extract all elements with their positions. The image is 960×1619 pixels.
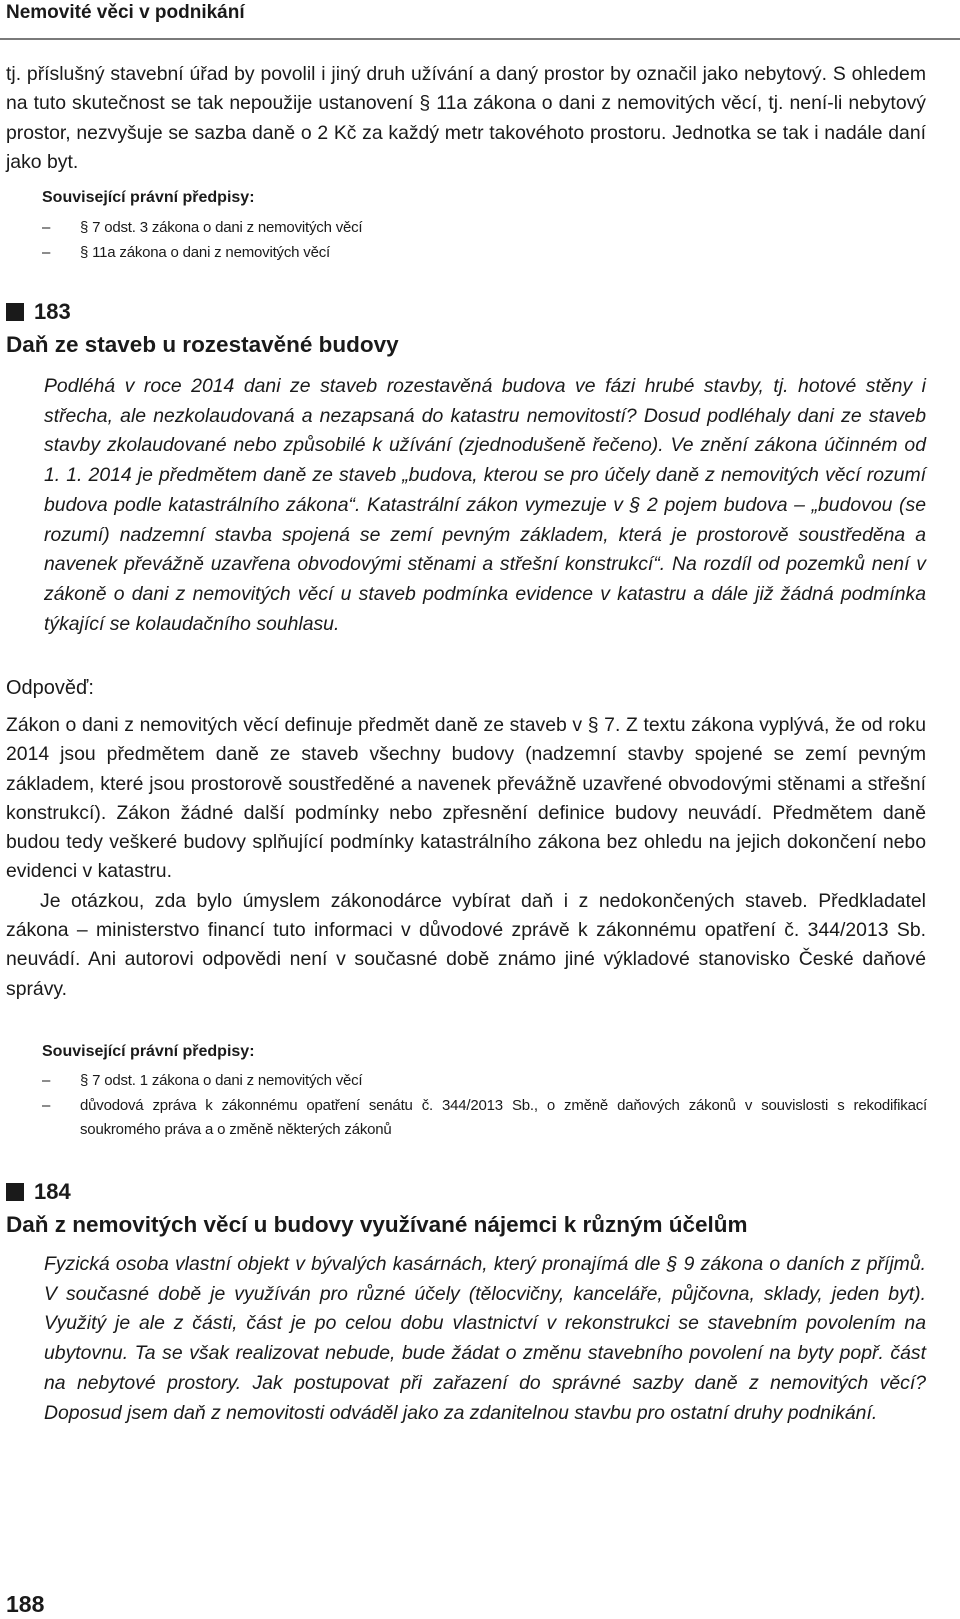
answer-label: Odpověď: (6, 677, 94, 699)
related-laws-list (42, 216, 927, 265)
related-law-item: – § 7 odst. 1 zákona o dani z nemovitých věcí (42, 1069, 927, 1094)
related-laws-title: Související právní předpisy: (42, 1043, 255, 1060)
question-184-text: Fyzická osoba vlastní objekt v bývalých kasárnách, který pronajímá dle § 9 zákona o daních z příjmů. V současné době je využíván pro různé účely (tělocvičny, kanceláře, půjčovna, sklady, jeden byt). Využitý je ale z části, část je po celou dobu vlastnictví v rekonstrukci se stavebním povolením na ubytovnu. Ta se však realizovat nebude, bude žádat o změnu stavebního povolení na byty popř. část na nebytové prostory. Jak postupovat při zařazení do správné sazby daně z nemovitých věcí? Doposud jsem daň z nemovitosti odváděl jako za zdanitelnou stavbu pro ostatní druhy podnikání. (44, 1253, 926, 1424)
question-title: Daň z nemovitých věcí u budovy využívané nájemci k různým účelům (6, 1212, 748, 1237)
related-law-item: – důvodová zpráva k zákonnému opatření senátu č. 344/2013 Sb., o změně daňových zákonů v souvislosti s rekodifikací soukromého práva a o změně některých zákonů (42, 1094, 927, 1143)
answer-183-block (6, 711, 926, 1004)
related-law-item: – § 11a zákona o dani z nemovitých věcí (42, 241, 927, 266)
dash-icon: – (42, 1072, 51, 1089)
answer-paragraph: Je otázkou, zda bylo úmyslem zákonodárce vybírat daň i z nedokončených staveb. Předkladatel zákona – ministerstvo financí tuto informaci v důvodové zprávě k zákonnému opatření č. 344/2013 Sb. neuvádí. Ani autorovi odpovědi není v současné době známo jiné výkladové stanovisko České daňové správy. (6, 889, 926, 1000)
intro-paragraph: tj. příslušný stavební úřad by povolil i jiný druh užívání a daný prostor by označil jako nebytový. S ohledem na tuto skutečnost se tak nepoužije ustanovení § 11a zákona o dani z nemovitých věcí, tj. není-li nebytový prostor, nezvyšuje se sazba daně o 2 Kč za každý metr takovéhoto prostoru. Jednotka se tak i nadále daní jako byt. (6, 63, 926, 173)
dash-icon: – (42, 1096, 51, 1114)
question-number: 184 (6, 1177, 936, 1207)
dash-icon: – (42, 219, 51, 236)
bullet-square-icon (6, 303, 24, 321)
running-header: Nemovité věci v podnikání (6, 2, 245, 23)
question-184-heading (6, 1177, 936, 1240)
question-183-heading (6, 297, 936, 360)
question-title: Daň ze staveb u rozestavěné budovy (6, 332, 399, 357)
dash-icon: – (42, 243, 51, 261)
header-rule (0, 38, 960, 40)
related-laws-title: Související právní předpisy: (42, 189, 255, 206)
question-number: 183 (6, 297, 936, 327)
intro-paragraph-block (6, 60, 926, 177)
answer-paragraph: Zákon o dani z nemovitých věcí definuje předmět daně ze staveb v § 7. Z textu zákona vyplývá, že od roku 2014 jsou předmětem daně ze staveb všechny budovy (nadzemní stavby spojené se zemí pevným základem, které jsou prostorově soustředěné a navenek převážně uzavřené obvodovými stěnami a střešní konstrukcí). Zákon žádné další podmínky nebo zpřesnění definice budovy neuvádí. Předmětem daně budou tedy veškeré budovy splňující podmínky katastrálního zákona bez ohledu na jejich dokončení nebo evidenci v katastru. (6, 714, 926, 883)
question-183-text: Podléhá v roce 2014 dani ze staveb rozestavěná budova ve fázi hrubé stavby, tj. hotové stěny i střecha, ale nezkolaudovaná a nezapsaná do katastru nemovitostí? Dosud podléhaly dani ze staveb stavby zkolaudované nebo způsobilé k užívání (zjednodušeně řečeno). Ve znění zákona účinném od 1. 1. 2014 je předmětem daně ze staveb „budova, kterou se pro účely daně z nemovitých věcí rozumí budova podle katastrálního zákona“. Katastrální zákon vymezuje v § 2 pojem budova – „budovou (se rozumí) nadzemní stavba spojená se zemí pevným základem, která je prostorově soustředěna a navenek převážně uzavřena obvodovými stěnami a střešní konstrukcí“. Na rozdíl od pozemků není v zákoně o dani z nemovitých věcí u staveb podmínka evidence v katastru a dále již žádná podmínka týkající se kolaudačního souhlasu. (44, 375, 926, 635)
related-law-item: – § 7 odst. 3 zákona o dani z nemovitých věcí (42, 216, 927, 241)
page-number: 188 (6, 1591, 45, 1617)
bullet-square-icon (6, 1183, 24, 1201)
related-laws-list (42, 1069, 927, 1143)
